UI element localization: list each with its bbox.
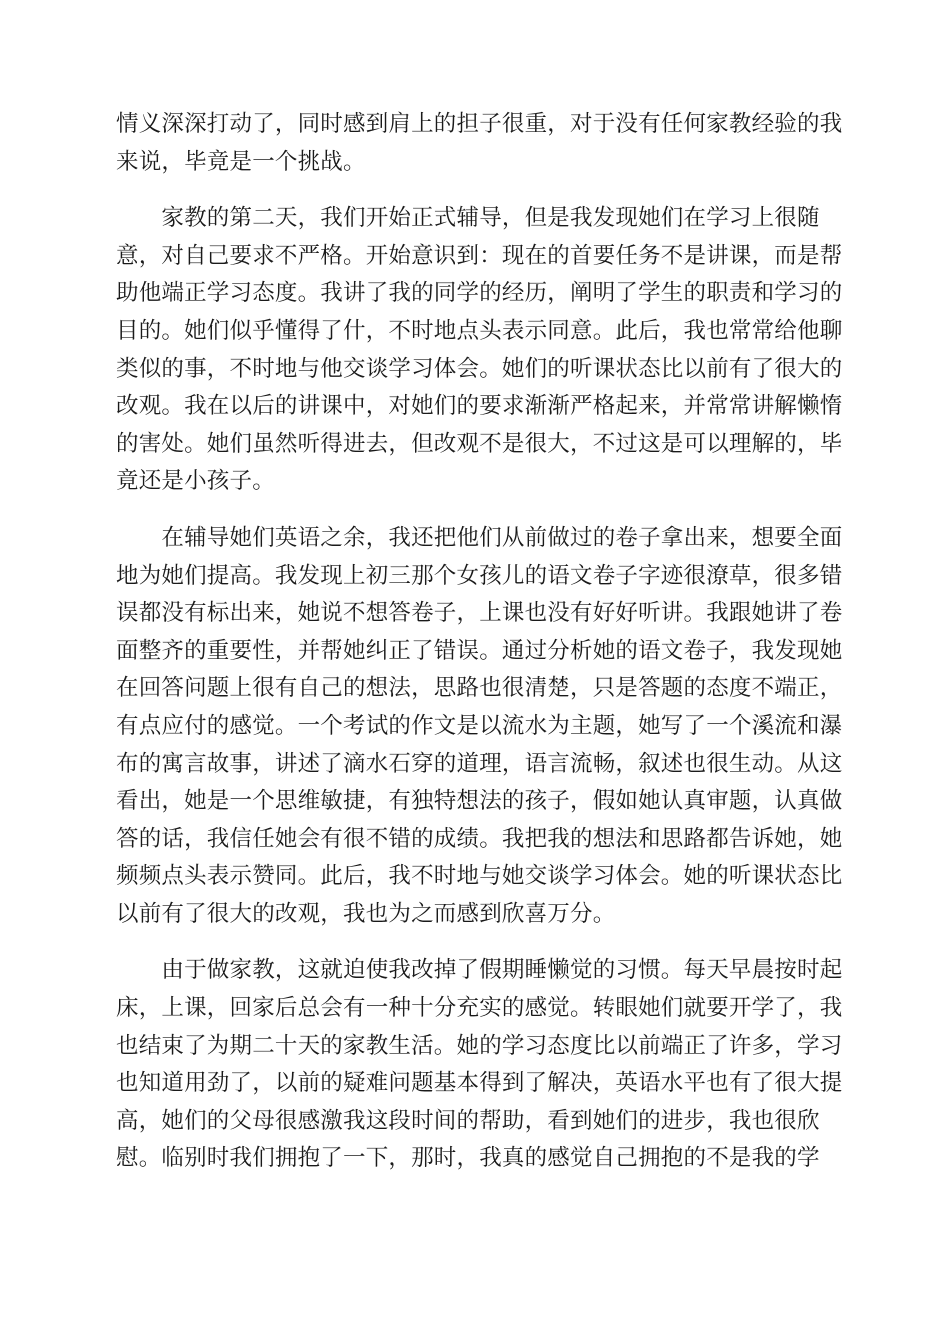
- text-line: 也知道用劲了，以前的疑难问题基本得到了解决，英语水平也有了很大提: [116, 1070, 843, 1097]
- paragraph: [116, 520, 843, 934]
- text-line: 有点应付的感觉。一个考试的作文是以流水为主题，她写了一个溪流和瀑: [116, 712, 843, 739]
- text-line: 面整齐的重要性，并帮她纠正了错误。通过分析她的语文卷子，我发现她: [116, 637, 843, 664]
- text-line: 高，她们的父母很感激我这段时间的帮助，看到她们的进步，我也很欣: [116, 1107, 820, 1134]
- text-line: 以前有了很大的改观，我也为之而感到欣喜万分。: [116, 900, 616, 927]
- text-line: 助他端正学习态度。我讲了我的同学的经历，阐明了学生的职责和学习的: [116, 280, 843, 307]
- text-line: 家教的第二天，我们开始正式辅导，但是我发现她们在学习上很随: [116, 205, 820, 232]
- text-line: 在回答问题上很有自己的想法，思路也很清楚，只是答题的态度不端正，: [116, 675, 843, 702]
- text-line: 在辅导她们英语之余，我还把他们从前做过的卷子拿出来，想要全面: [116, 524, 843, 551]
- paragraph: [116, 952, 843, 1178]
- text-line: 的害处。她们虽然听得进去，但改观不是很大，不过这是可以理解的，毕: [116, 430, 843, 457]
- text-line: 来说，毕竟是一个挑战。: [116, 148, 366, 175]
- text-line: 竟还是小孩子。: [116, 468, 275, 495]
- text-line: 床，上课，回家后总会有一种十分充实的感觉。转眼她们就要开学了，我: [116, 995, 843, 1022]
- text-line: 慰。临别时我们拥抱了一下，那时，我真的感觉自己拥抱的不是我的学: [116, 1145, 820, 1172]
- text-line: 误都没有标出来，她说不想答卷子，上课也没有好好听讲。我跟她讲了卷: [116, 600, 843, 627]
- text-line: 看出，她是一个思维敏捷，有独特想法的孩子，假如她认真审题，认真做: [116, 788, 843, 815]
- text-line: 类似的事，不时地与他交谈学习体会。她们的听课状态比以前有了很大的: [116, 355, 843, 382]
- text-line: 也结束了为期二十天的家教生活。她的学习态度比以前端正了许多，学习: [116, 1032, 843, 1059]
- text-line: 改观。我在以后的讲课中，对她们的要求渐渐严格起来，并常常讲解懒惰: [116, 393, 843, 420]
- document-page: [116, 106, 843, 1178]
- text-line: 目的。她们似乎懂得了什，不时地点头表示同意。此后，我也常常给他聊: [116, 317, 843, 344]
- text-line: 答的话，我信任她会有很不错的成绩。我把我的想法和思路都告诉她，她: [116, 825, 843, 852]
- text-line: 布的寓言故事，讲述了滴水石穿的道理，语言流畅，叙述也很生动。从这: [116, 750, 843, 777]
- paragraph: [116, 200, 843, 501]
- text-line: 意，对自己要求不严格。开始意识到：现在的首要任务不是讲课，而是帮: [116, 242, 843, 269]
- text-line: 地为她们提高。我发现上初三那个女孩儿的语文卷子字迹很潦草，很多错: [116, 562, 843, 589]
- text-line: 由于做家教，这就迫使我改掉了假期睡懒觉的习惯。每天早晨按时起: [116, 957, 843, 984]
- paragraph: [116, 106, 843, 181]
- text-line: 情义深深打动了，同时感到肩上的担子很重，对于没有任何家教经验的我: [116, 111, 843, 137]
- text-line: 频频点头表示赞同。此后，我不时地与她交谈学习体会。她的听课状态比: [116, 863, 843, 890]
